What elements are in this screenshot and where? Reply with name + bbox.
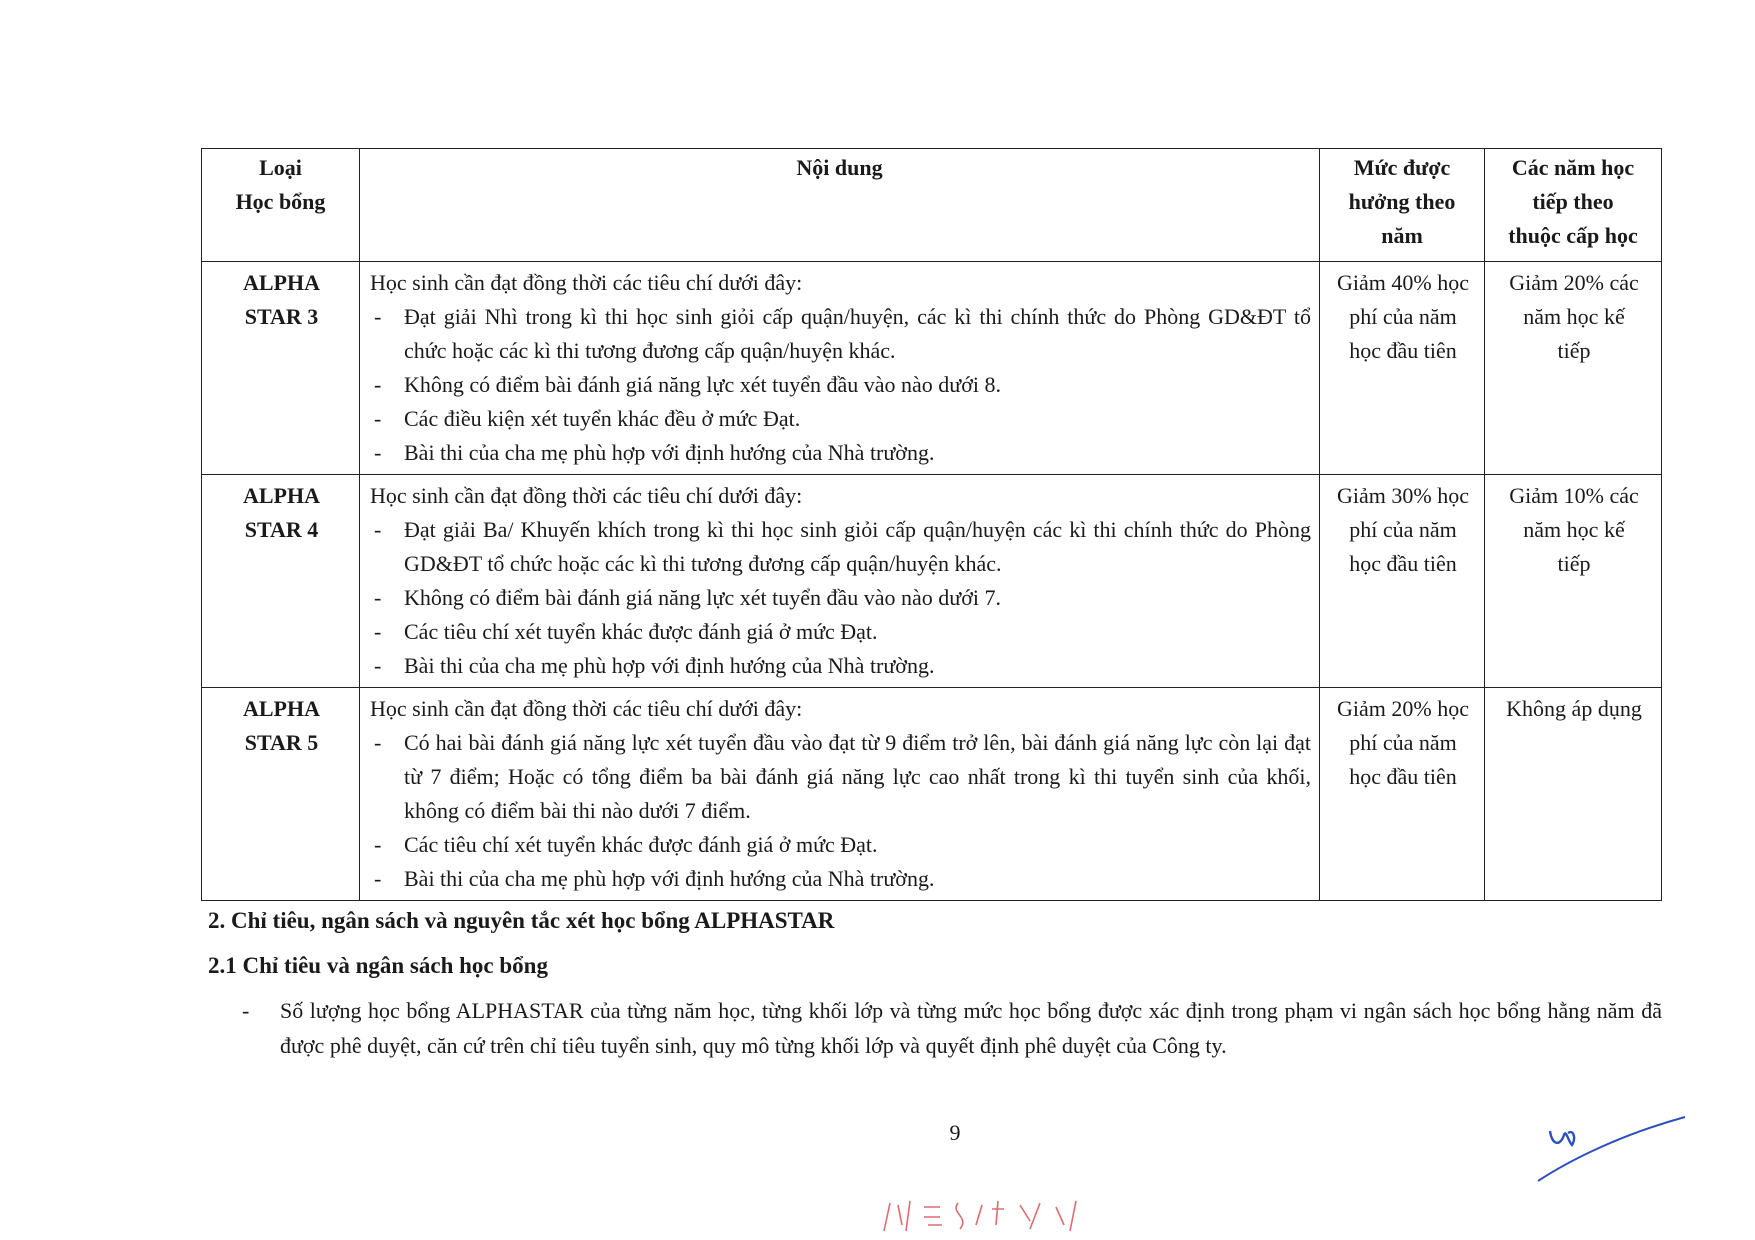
criteria-intro: Học sinh cần đạt đồng thời các tiêu chí dưới đây: bbox=[370, 696, 803, 721]
section-heading: 2. Chỉ tiêu, ngân sách và nguyên tắc xét học bổng ALPHASTAR bbox=[208, 908, 835, 933]
header-type-text: Loại Học bổng bbox=[235, 155, 326, 214]
yearly-benefit: Giảm 40% học phí của năm học đầu tiên bbox=[1320, 262, 1485, 475]
yearly-benefit: Giảm 30% học phí của năm học đầu tiên bbox=[1320, 475, 1485, 688]
stamp-fragment bbox=[880, 1195, 1100, 1235]
criteria-item: - Các điều kiện xét tuyển khác đều ở mức Đạt. bbox=[370, 402, 1311, 436]
criteria-item: - Các tiêu chí xét tuyển khác được đánh giá ở mức Đạt. bbox=[370, 828, 1311, 862]
next-years-benefit: Giảm 10% các năm học kế tiếp bbox=[1485, 475, 1662, 688]
header-content bbox=[360, 149, 1320, 262]
criteria-item: - Bài thi của cha mẹ phù hợp với định hướng của Nhà trường. bbox=[370, 436, 1311, 470]
subsection-heading: 2.1 Chỉ tiêu và ngân sách học bổng bbox=[208, 953, 548, 978]
scholarship-content bbox=[360, 262, 1320, 475]
criteria-intro: Học sinh cần đạt đồng thời các tiêu chí dưới đây: bbox=[370, 270, 803, 295]
table-row bbox=[202, 262, 1662, 475]
signature-stroke bbox=[1538, 1117, 1685, 1181]
criteria-item: - Không có điểm bài đánh giá năng lực xét tuyển đầu vào nào dưới 7. bbox=[370, 581, 1311, 615]
scholarship-table bbox=[201, 148, 1662, 901]
list-dash: - bbox=[242, 998, 250, 1023]
criteria-list bbox=[370, 513, 1311, 683]
criteria-item: - Các tiêu chí xét tuyển khác được đánh giá ở mức Đạt. bbox=[370, 615, 1311, 649]
scholarship-content bbox=[360, 688, 1320, 901]
criteria-intro: Học sinh cần đạt đồng thời các tiêu chí dưới đây: bbox=[370, 483, 803, 508]
criteria-item: - Có hai bài đánh giá năng lực xét tuyển đầu vào đạt từ 9 điểm trở lên, bài đánh giá năng lực còn lại đạt từ 7 điểm; Hoặc có tổng điểm ba bài đánh giá năng lực cao nhất trong kì thi tuyển sinh của khối, không có điểm bài thi nào dưới 7 điểm. bbox=[370, 726, 1311, 828]
budget-paragraph bbox=[242, 993, 1662, 1063]
header-type bbox=[202, 149, 360, 262]
criteria-item: - Đạt giải Ba/ Khuyến khích trong kì thi học sinh giỏi cấp quận/huyện các kì thi chính thức do Phòng GD&ĐT tổ chức hoặc các kì thi tương đương cấp quận/huyện khác. bbox=[370, 513, 1311, 581]
table-row bbox=[202, 688, 1662, 901]
header-next-years bbox=[1485, 149, 1662, 262]
scholarship-type: ALPHA STAR 5 bbox=[202, 688, 360, 901]
next-years-benefit: Giảm 20% các năm học kế tiếp bbox=[1485, 262, 1662, 475]
header-benefit-text: Mức được hưởng theo năm bbox=[1348, 155, 1456, 248]
scholarship-content bbox=[360, 475, 1320, 688]
signature-initial bbox=[1550, 1131, 1574, 1145]
budget-paragraph-text: Số lượng học bổng ALPHASTAR của từng năm học, từng khối lớp và từng mức học bổng được xác định trong phạm vi ngân sách học bổng hằng năm đã được phê duyệt, căn cứ trên chỉ tiêu tuyển sinh, quy mô từng khối lớp và quyết định phê duyệt của Công ty. bbox=[280, 998, 1662, 1058]
scholarship-type: ALPHA STAR 3 bbox=[202, 262, 360, 475]
criteria-item: - Bài thi của cha mẹ phù hợp với định hướng của Nhà trường. bbox=[370, 649, 1311, 683]
handwritten-signature bbox=[1530, 1105, 1690, 1185]
header-next-years-text: Các năm học tiếp theo thuộc cấp học bbox=[1508, 155, 1638, 248]
criteria-list bbox=[370, 300, 1311, 470]
criteria-item: - Bài thi của cha mẹ phù hợp với định hướng của Nhà trường. bbox=[370, 862, 1311, 896]
page-number: 9 bbox=[949, 1120, 961, 1145]
yearly-benefit: Giảm 20% học phí của năm học đầu tiên bbox=[1320, 688, 1485, 901]
criteria-item: - Đạt giải Nhì trong kì thi học sinh giỏi cấp quận/huyện, các kì thi chính thức do Phòng GD&ĐT tổ chức hoặc các kì thi tương đương cấp quận/huyện khác. bbox=[370, 300, 1311, 368]
stamp-ink bbox=[884, 1201, 1076, 1231]
header-benefit bbox=[1320, 149, 1485, 262]
scholarship-type: ALPHA STAR 4 bbox=[202, 475, 360, 688]
next-years-benefit: Không áp dụng bbox=[1485, 688, 1662, 901]
table-header-row bbox=[202, 149, 1662, 262]
table-row bbox=[202, 475, 1662, 688]
header-content-text: Nội dung bbox=[796, 155, 883, 180]
criteria-list bbox=[370, 726, 1311, 896]
criteria-item: - Không có điểm bài đánh giá năng lực xét tuyển đầu vào nào dưới 8. bbox=[370, 368, 1311, 402]
